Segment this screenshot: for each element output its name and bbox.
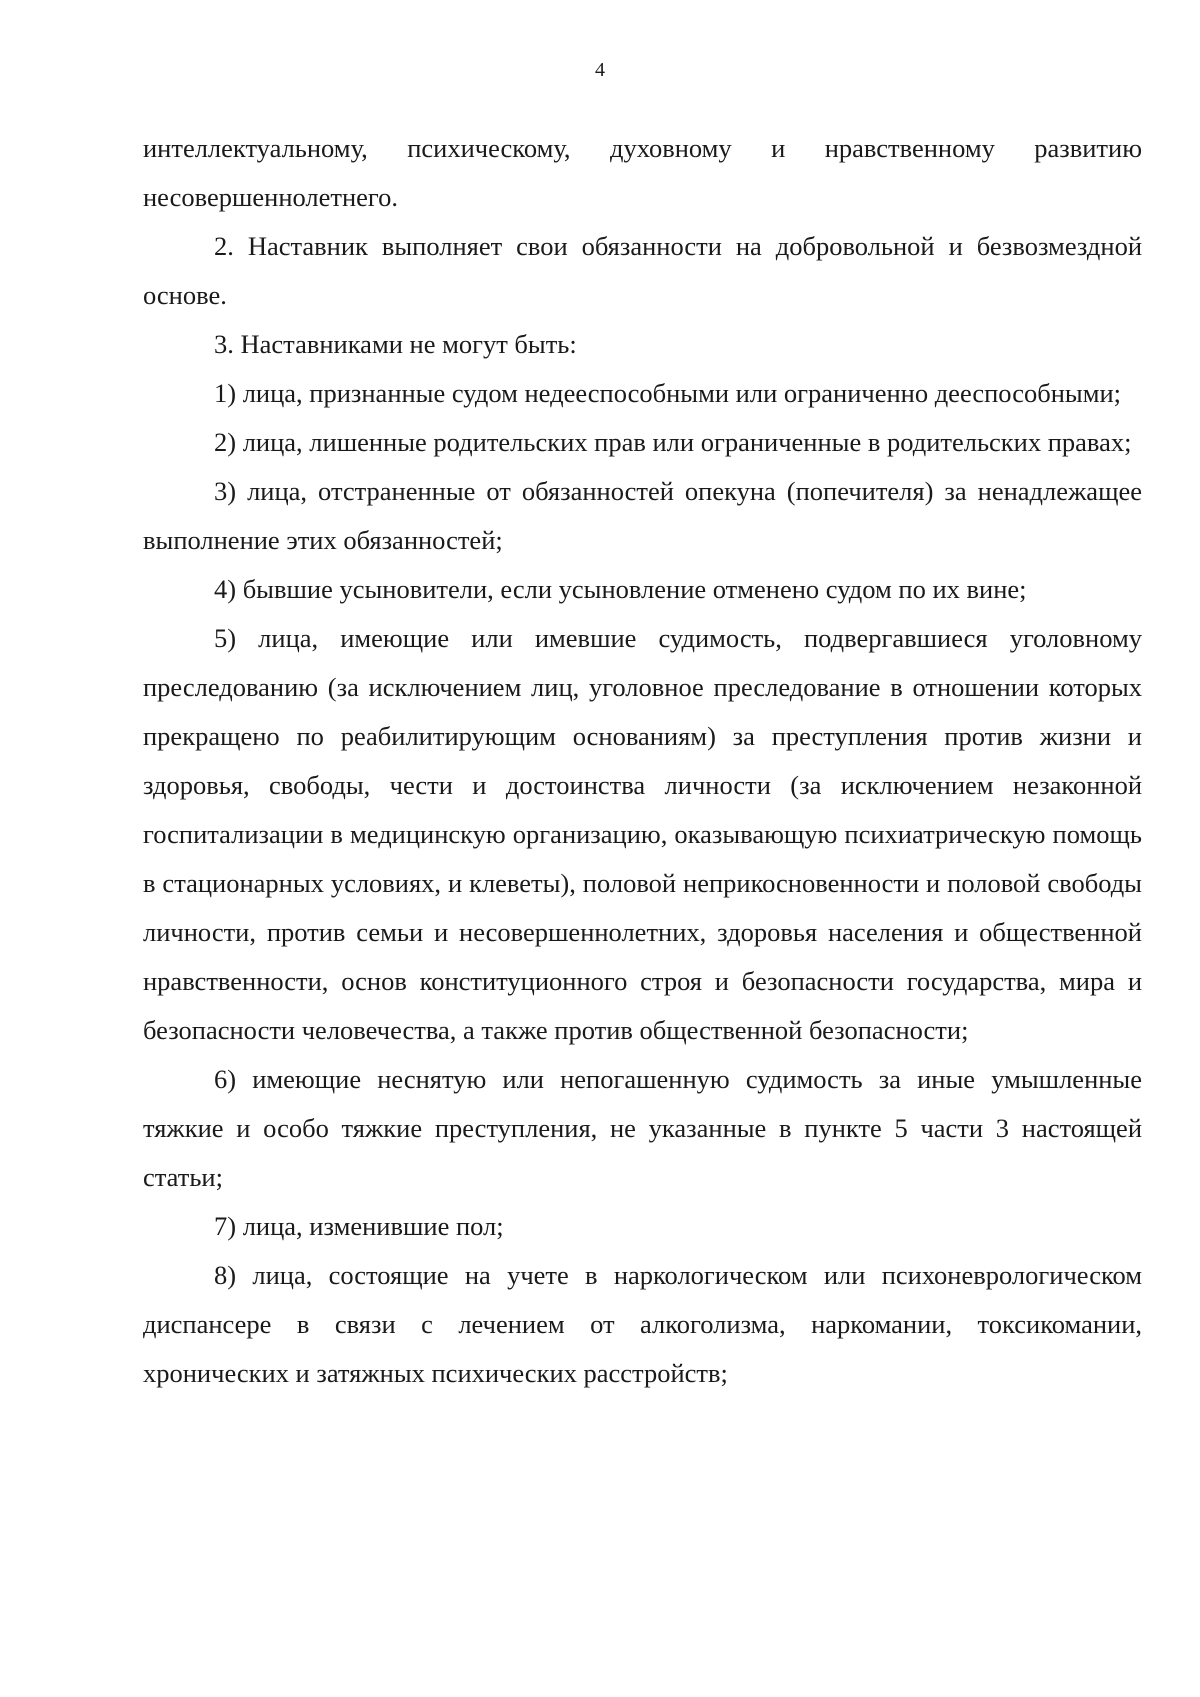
list-item-8: 8) лица, состоящие на учете в наркологическом или психоневрологическом диспансере в связи с лечением от алкоголизма, наркомании, токсикомании, хронических и затяжных психических расстройств; [143, 1260, 1142, 1388]
paragraph-item-3: 3. Наставниками не могут быть: [214, 329, 577, 359]
document-body [143, 124, 1142, 1398]
list-item-1: 1) лица, признанные судом недееспособными или ограниченно дееспособными; [214, 378, 1122, 408]
list-item-7: 7) лица, изменившие пол; [214, 1211, 504, 1241]
list-item-2: 2) лица, лишенные родительских прав или ограниченные в родительских правах; [214, 427, 1132, 457]
list-item-4: 4) бывшие усыновители, если усыновление отменено судом по их вине; [214, 574, 1027, 604]
list-item-3: 3) лица, отстраненные от обязанностей опекуна (попечителя) за ненадлежащее выполнение этих обязанностей; [143, 476, 1142, 555]
paragraph-item-2: 2. Наставник выполняет свои обязанности на добровольной и безвозмездной основе. [143, 231, 1142, 310]
list-item-6: 6) имеющие неснятую или непогашенную судимость за иные умышленные тяжкие и особо тяжкие преступления, не указанные в пункте 5 части 3 настоящей статьи; [143, 1064, 1142, 1192]
paragraph-continuation: интеллектуальному, психическому, духовному и нравственному развитию несовершеннолетнего. [143, 133, 1142, 212]
page-number: 4 [595, 59, 605, 81]
list-item-5: 5) лица, имеющие или имевшие судимость, подвергавшиеся уголовному преследованию (за исключением лиц, уголовное преследование в отношении которых прекращено по реабилитирующим основаниям) за преступления против жизни и здоровья, свободы, чести и достоинства личности (за исключением незаконной госпитализации в медицинскую организацию, оказывающую психиатрическую помощь в стационарных условиях, и клеветы), половой неприкосновенности и половой свободы личности, против семьи и несовершеннолетних, здоровья населения и общественной нравственности, основ конституционного строя и безопасности государства, мира и безопасности человечества, а также против общественной безопасности; [143, 623, 1142, 1045]
